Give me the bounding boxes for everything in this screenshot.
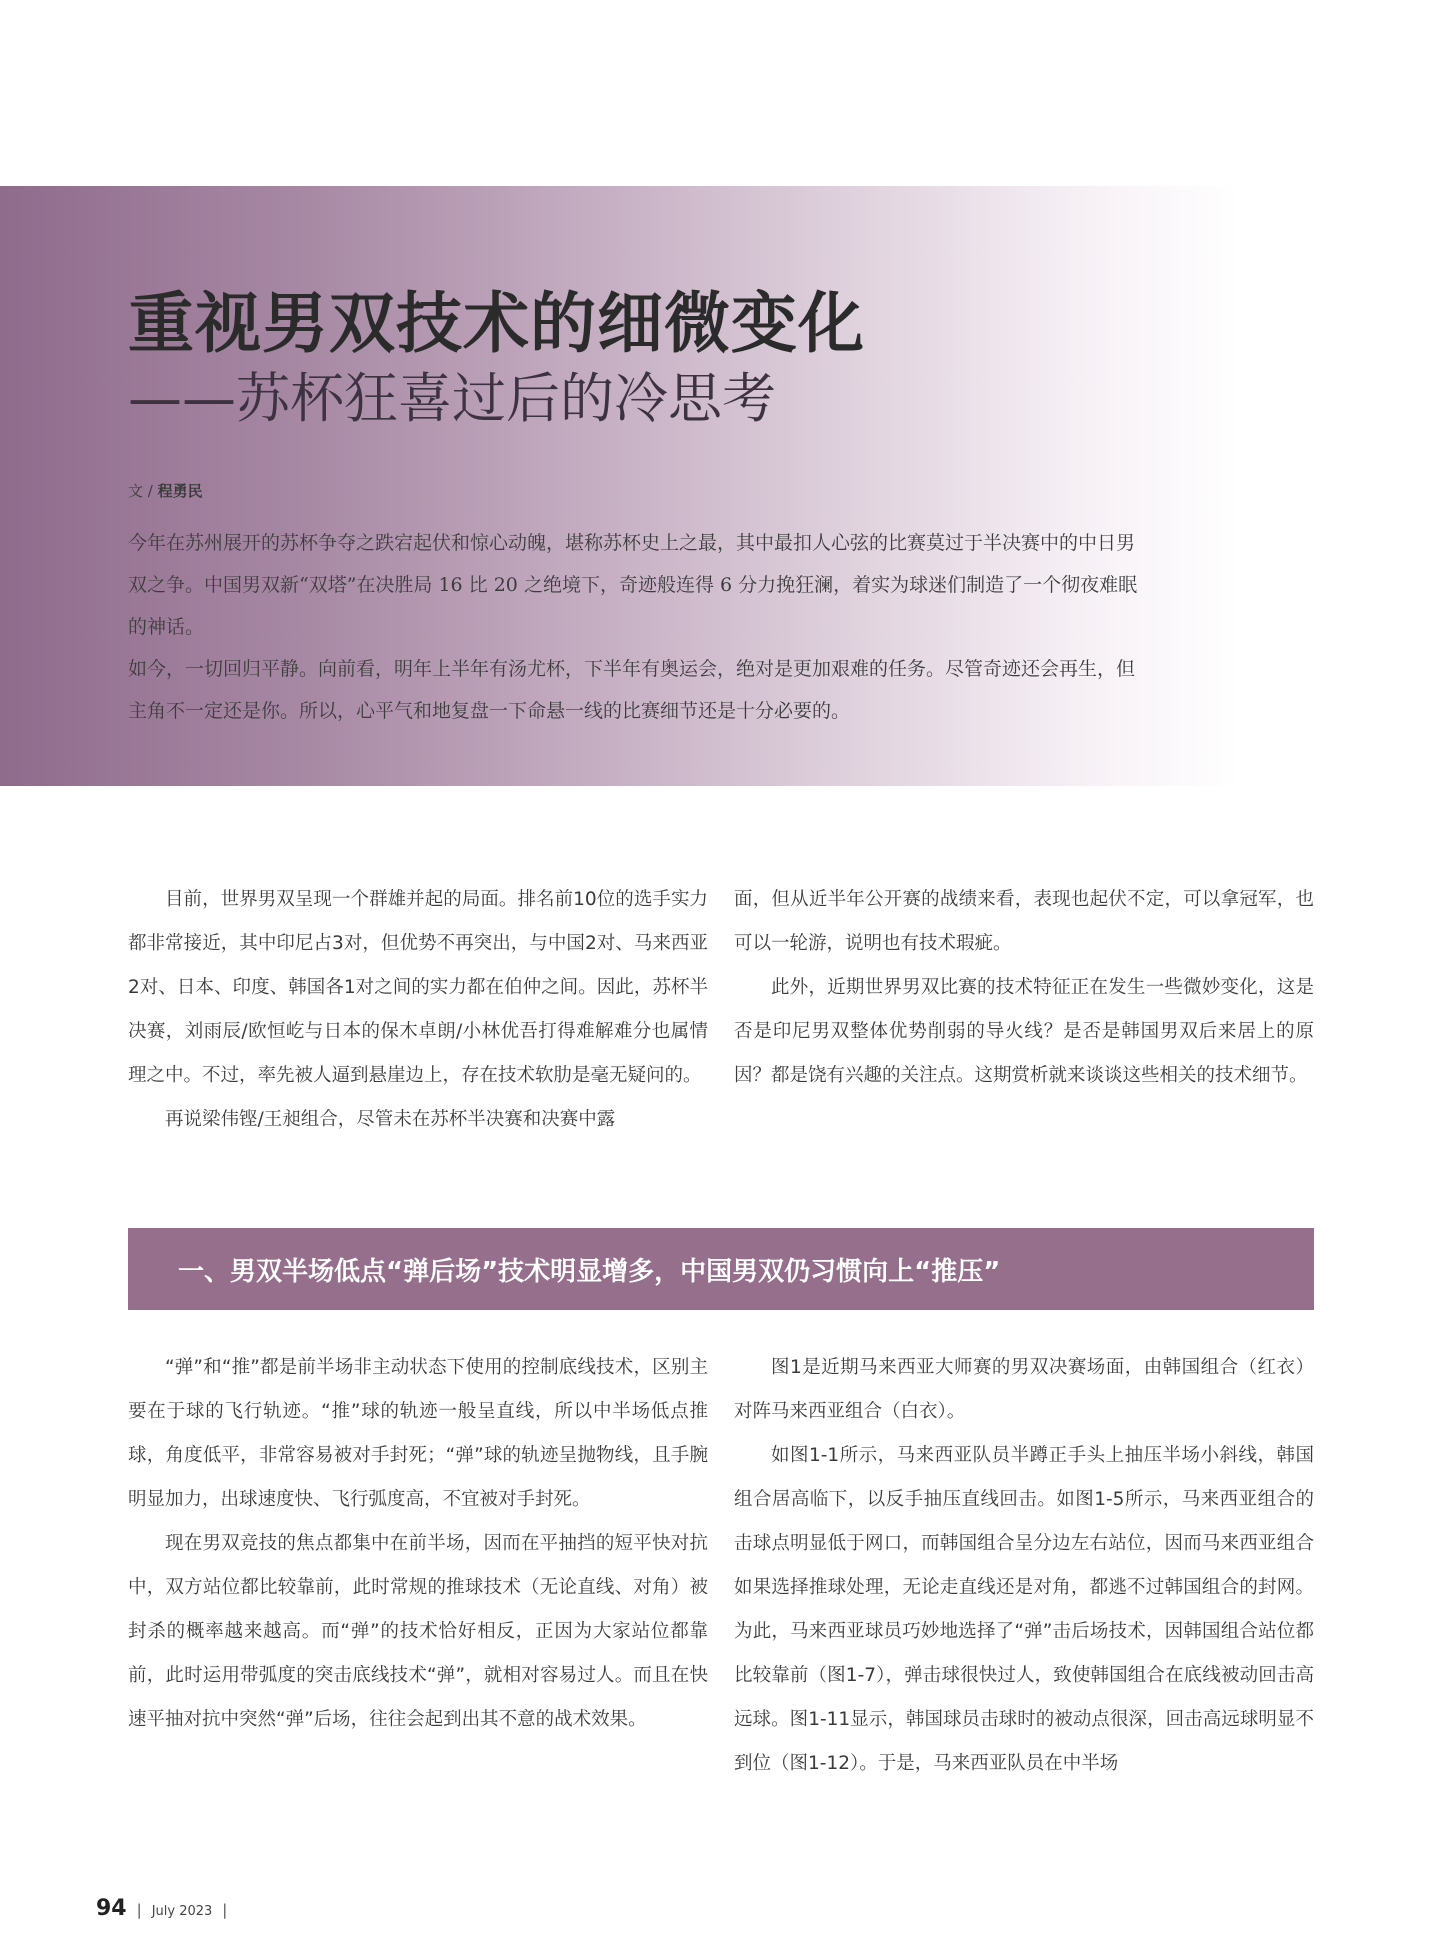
issue-date: July 2023 — [151, 1904, 213, 1919]
section-heading-bar — [128, 1228, 1314, 1310]
body-column-right — [734, 878, 1314, 1098]
body-paragraph-continuation: 面，但从近半年公开赛的战绩来看，表现也起伏不定，可以拿冠军，也可以一轮游，说明也有技术瑕疵。 — [734, 889, 1314, 954]
body-paragraph: 再说梁伟铿/王昶组合，尽管未在苏杯半决赛和决赛中露 — [165, 1109, 616, 1130]
article-intro — [128, 522, 1140, 732]
byline-prefix: 文 / — [128, 482, 158, 500]
page-footer — [96, 1896, 237, 1921]
section-heading: 一、男双半场低点“弹后场”技术明显增多，中国男双仍习惯向上“推压” — [178, 1256, 1001, 1287]
intro-paragraph: 今年在苏州展开的苏杯争夺之跌宕起伏和惊心动魄，堪称苏杯史上之最，其中最扣人心弦的比赛莫过于半决赛中的中日男双之争。中国男双新“双塔”在决胜局 16 比 20 之绝境下，奇迹般连得 6 分力挽狂澜，着实为球迷们制造了一个彻夜难眠的神话。 — [128, 532, 1138, 638]
page-number: 94 — [96, 1896, 127, 1921]
body-paragraph: 如图1-1所示，马来西亚队员半蹲正手头上抽压半场小斜线，韩国组合居高临下，以反手抽压直线回击。如图1-5所示，马来西亚组合的击球点明显低于网口，而韩国组合呈分边左右站位，因而马来西亚组合如果选择推球处理，无论走直线还是对角，都逃不过韩国组合的封网。为此，马来西亚球员巧妙地选择了“弹”击后场技术，因韩国组合站位都比较靠前（图1-7），弹击球很快过人，致使韩国组合在底线被动回击高远球。图1-11显示，韩国球员击球时的被动点很深，回击高远球明显不到位（图1-12）。于是，马来西亚队员在中半场 — [734, 1445, 1314, 1774]
byline — [128, 480, 203, 501]
body-paragraph: 现在男双竞技的焦点都集中在前半场，因而在平抽挡的短平快对抗中，双方站位都比较靠前，此时常规的推球技术（无论直线、对角）被封杀的概率越来越高。而“弹”的技术恰好相反，正因为大家站位都靠前，此时运用带弧度的突击底线技术“弹”，就相对容易过人。而且在快速平抽对抗中突然“弹”后场，往往会起到出其不意的战术效果。 — [128, 1533, 708, 1730]
article-title: 重视男双技术的细微变化 — [128, 285, 865, 362]
body-paragraph: 目前，世界男双呈现一个群雄并起的局面。排名前10位的选手实力都非常接近，其中印尼占3对，但优势不再突出，与中国2对、马来西亚2对、日本、印度、韩国各1对之间的实力都在伯仲之间。因此，苏杯半决赛，刘雨辰/欧恒屹与日本的保木卓朗/小林优吾打得难解难分也属情理之中。不过，率先被人逼到悬崖边上，存在技术软肋是毫无疑问的。 — [128, 889, 708, 1086]
section-column-left — [128, 1346, 708, 1742]
footer-separator: | — [136, 1901, 142, 1919]
body-paragraph: 图1是近期马来西亚大师赛的男双决赛场面，由韩国组合（红衣）对阵马来西亚组合（白衣）。 — [734, 1357, 1314, 1422]
body-paragraph: “弹”和“推”都是前半场非主动状态下使用的控制底线技术，区别主要在于球的飞行轨迹。“推”球的轨迹一般呈直线，所以中半场低点推球，角度低平，非常容易被对手封死；“弹”球的轨迹呈抛物线，且手腕明显加力，出球速度快、飞行弧度高，不宜被对手封死。 — [128, 1357, 708, 1510]
intro-paragraph: 如今，一切回归平静。向前看，明年上半年有汤尤杯，下半年有奥运会，绝对是更加艰难的任务。尽管奇迹还会再生，但主角不一定还是你。所以，心平气和地复盘一下命悬一线的比赛细节还是十分必要的。 — [128, 658, 1136, 722]
author-name: 程勇民 — [157, 482, 203, 500]
section-column-right — [734, 1346, 1314, 1786]
body-paragraph: 此外，近期世界男双比赛的技术特征正在发生一些微妙变化，这是否是印尼男双整体优势削弱的导火线？是否是韩国男双后来居上的原因？都是饶有兴趣的关注点。这期赏析就来谈谈这些相关的技术细节。 — [734, 977, 1314, 1086]
article-subtitle: ——苏杯狂喜过后的冷思考 — [128, 367, 776, 430]
footer-separator: | — [222, 1901, 228, 1919]
body-column-left — [128, 878, 708, 1142]
